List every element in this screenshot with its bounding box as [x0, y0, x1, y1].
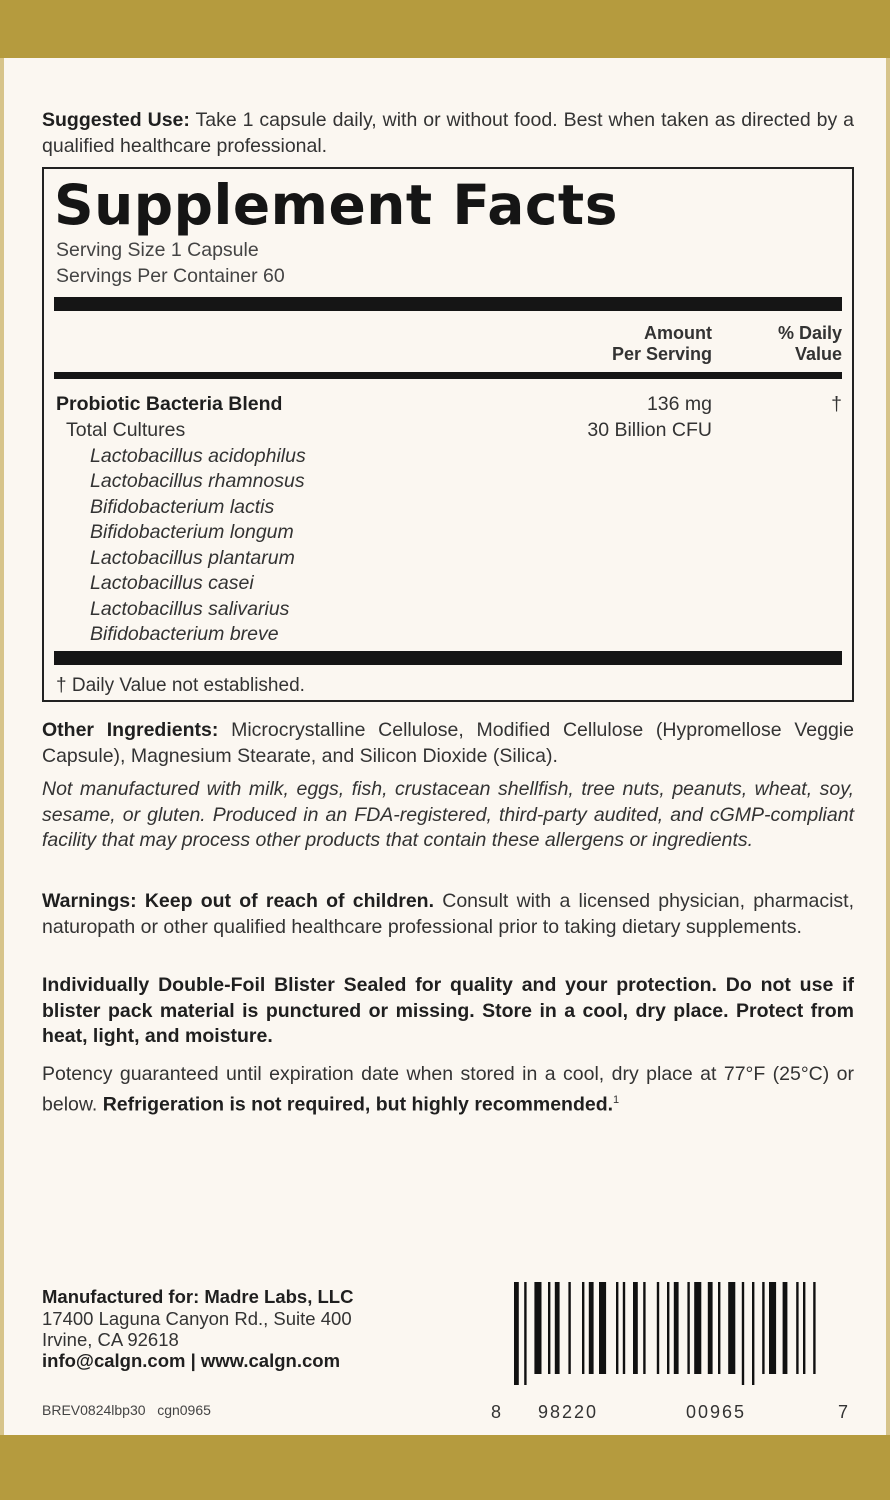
allergen-statement: Not manufactured with milk, eggs, fish, crustacean shellfish, tree nuts, peanuts, wheat, soy, sesame, or gluten. Produced in an FDA-registered, third-party audited, and cGMP-compliant facility that may process other products that contain these allergens or ingredients. [42, 778, 854, 851]
barcode-bar [657, 1282, 659, 1374]
strain-item: Bifidobacterium longum [90, 521, 294, 543]
manufacturer-label [42, 1286, 353, 1307]
medium-rule [54, 372, 842, 379]
amount-header-line1: Amount [644, 323, 712, 343]
warnings [42, 889, 854, 940]
barcode-bar [708, 1282, 713, 1374]
amount-header [612, 323, 712, 365]
other-ingredients [42, 718, 854, 769]
potency-text: Potency guaranteed until expiration date when stored in a cool, dry place at 77°F (25°C) or below. [42, 1063, 854, 1115]
total-cultures-amount: 30 Billion CFU [587, 419, 712, 441]
refrigeration-note: Refrigeration is not required, but highly recommended. [102, 1093, 614, 1115]
barcode-bar [687, 1282, 689, 1374]
potency-statement [42, 1062, 854, 1118]
daily-value-header [778, 323, 842, 365]
strain-item: Lactobacillus casei [90, 572, 254, 594]
strain-item: Bifidobacterium breve [90, 623, 279, 645]
suggested-use-label: Suggested Use: [42, 109, 190, 131]
barcode-bar [514, 1282, 519, 1385]
barcode-bar [769, 1282, 776, 1374]
foil-statement: Individually Double-Foil Blister Sealed for quality and your protection. Do not use if blister pack material is punctured or missing. Store in a cool, dry place. Protect from heat, light, and moisture. [42, 974, 854, 1047]
barcode-bar [599, 1282, 606, 1374]
bottom-gold-band [0, 1435, 890, 1500]
barcode-digits-left: 98220 [538, 1402, 599, 1422]
barcode-bar [568, 1282, 570, 1374]
barcode-bar [728, 1282, 735, 1374]
total-cultures-label: Total Cultures [66, 419, 186, 441]
barcode-bar [616, 1282, 618, 1374]
barcode-digits-right: 00965 [686, 1402, 747, 1422]
barcode-bar [555, 1282, 560, 1374]
barcode-bar [667, 1282, 669, 1374]
barcode-bar [633, 1282, 638, 1374]
barcode-bar [548, 1282, 550, 1374]
barcode-bar [534, 1282, 541, 1374]
warnings-label: Warnings: Keep out of reach of children. [42, 890, 435, 912]
barcode-bar [524, 1282, 526, 1385]
barcode-bar [718, 1282, 720, 1374]
right-border [886, 58, 890, 1435]
dv-header-line2: Value [794, 344, 842, 364]
blend-daily-value: † [831, 393, 842, 415]
manufacturer-address1: 17400 Laguna Canyon Rd., Suite 400 [42, 1308, 352, 1329]
barcode-bar [803, 1282, 805, 1374]
supplement-facts-panel [42, 167, 854, 702]
barcode-bar [694, 1282, 701, 1374]
barcode-digit-last: 7 [838, 1402, 851, 1422]
serving-size: Serving Size 1 Capsule [56, 239, 259, 261]
manufacturer-name: Manufactured for: Madre Labs, LLC [42, 1286, 354, 1307]
barcode-bar [643, 1282, 645, 1374]
barcode-bar [674, 1282, 679, 1374]
blend-amount: 136 mg [646, 393, 712, 415]
suggested-use-text: Take 1 capsule daily, with or without food. Best when taken as directed by a qualified healthcare professional. [42, 109, 854, 157]
barcode-bar [783, 1282, 788, 1374]
footnote-marker: 1 [613, 1093, 620, 1106]
other-ingredients-label: Other Ingredients: [42, 719, 219, 741]
other-ingredients-text: Microcrystalline Cellulose, Modified Cellulose (Hypromellose Veggie Capsule), Magnesium Stearate, and Silicon Dioxide (Silica). [42, 719, 854, 767]
warnings-text: Consult with a licensed physician, pharmacist, naturopath or other qualified healthcare professional prior to taking dietary supplements. [42, 890, 854, 938]
blend-name: Probiotic Bacteria Blend [56, 393, 283, 415]
servings-per-container: Servings Per Container 60 [56, 265, 285, 287]
suggested-use [42, 108, 854, 159]
barcode-bar [752, 1282, 754, 1385]
manufacturer-contact [42, 1350, 340, 1371]
daily-value-footnote: † Daily Value not established. [56, 675, 305, 696]
barcode-bar [813, 1282, 815, 1374]
barcode-bar [762, 1282, 764, 1374]
top-gold-band [0, 0, 890, 58]
barcode-bar [589, 1282, 594, 1374]
barcode-bar [582, 1282, 584, 1374]
strain-item: Lactobacillus rhamnosus [90, 470, 305, 492]
barcode-bar [796, 1282, 798, 1374]
barcode-bar [742, 1282, 744, 1385]
strain-item: Lactobacillus plantarum [90, 547, 295, 569]
strain-item: Lactobacillus acidophilus [90, 445, 306, 467]
barcode-bar [623, 1282, 625, 1374]
strain-item: Bifidobacterium lactis [90, 496, 275, 518]
contact-info: info@calgn.com | www.calgn.com [42, 1350, 341, 1371]
product-codes: BREV0824lbp30 cgn0965 [42, 1402, 211, 1418]
panel-title: Supplement Facts [54, 173, 618, 237]
left-border [0, 58, 4, 1435]
amount-header-line2: Per Serving [611, 344, 712, 364]
barcode-digit-first: 8 [491, 1402, 504, 1422]
manufacturer-address2: Irvine, CA 92618 [42, 1329, 179, 1350]
barcode [510, 1282, 830, 1385]
dv-header-line1: % Daily [777, 323, 842, 343]
thick-rule [54, 297, 842, 311]
strain-item: Lactobacillus salivarius [90, 598, 290, 620]
bottom-thick-rule [54, 651, 842, 665]
